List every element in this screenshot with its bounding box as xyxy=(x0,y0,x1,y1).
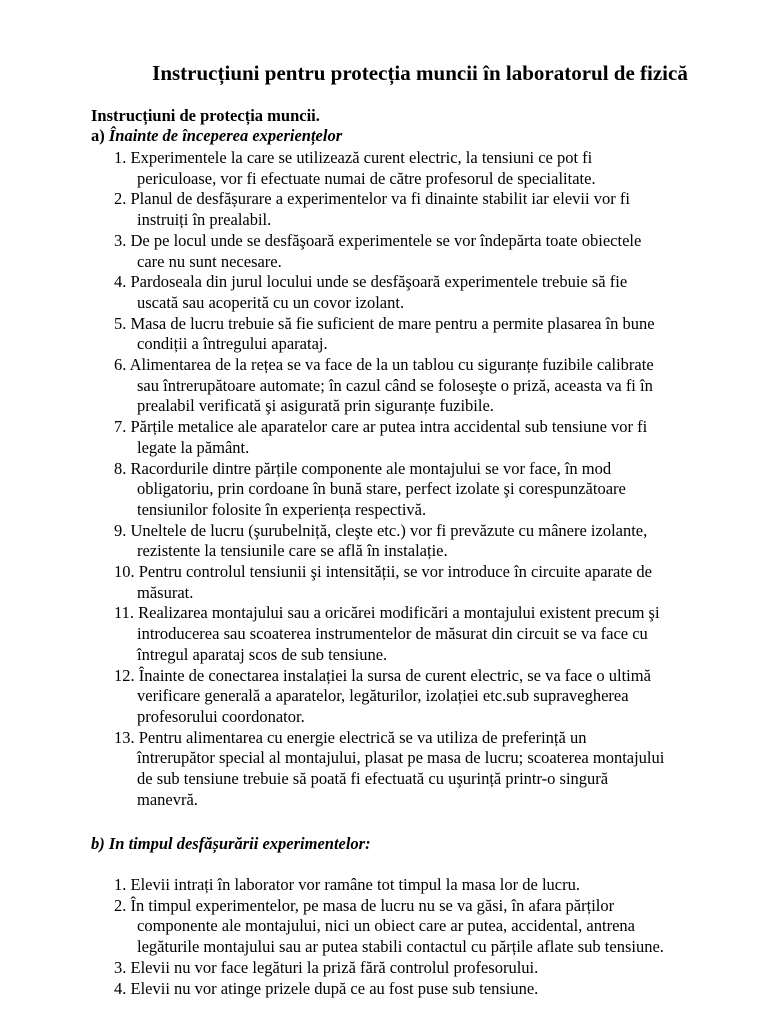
list-item-text-continued: întrerupător special al montajului, plasat pe masa de lucru; scoaterea montajului xyxy=(137,748,665,768)
section-heading: Instrucțiuni de protecția muncii. xyxy=(91,106,320,125)
list-item xyxy=(0,603,768,665)
list-item-text-continued: componente ale montajului, nici un obiect care ar putea, accidental, antrena xyxy=(137,916,635,936)
list-item xyxy=(0,875,768,896)
list-item-text: 4. Pardoseala din jurul locului unde se desfăşoară experimentele trebuie să fie xyxy=(114,272,628,292)
list-item xyxy=(0,189,768,230)
list-item-text-continued: prealabil verificată şi asigurată prin siguranțe fuzibile. xyxy=(137,396,494,416)
list-item-text-continued: condiții a întregului aparataj. xyxy=(137,334,328,354)
list-item-text: 10. Pentru controlul tensiunii şi intensității, se vor introduce în circuite aparate de xyxy=(114,562,652,582)
page-title xyxy=(0,60,768,86)
list-item-text: 6. Alimentarea de la rețea se va face de la un tablou cu siguranțe fuzibile calibrate xyxy=(114,355,654,375)
list-item-text-continued: obligatoriu, prin cordoane în bună stare, perfect izolate şi corespunzătoare xyxy=(137,479,626,499)
list-item xyxy=(0,417,768,458)
list-item-text-continued: profesorului coordonator. xyxy=(137,706,305,726)
list-item-text: 3. Elevii nu vor face legături la priză fără controlul profesorului. xyxy=(114,957,539,977)
list-item-text-continued: legăturile montajului sau ar putea stabili contactul cu părțile aflate sub tensiune. xyxy=(137,937,664,957)
list-item xyxy=(0,355,768,417)
list-item-text-continued: sau întrerupătoare automate; în cazul când se foloseşte o priză, aceasta va fi în xyxy=(137,375,653,395)
list-item xyxy=(0,666,768,728)
list-item-text: 11. Realizarea montajului sau a oricărei modificări a montajului existent precum şi xyxy=(114,603,660,623)
list-item xyxy=(0,728,768,811)
list-item-text-continued: periculoase, vor fi efectuate numai de către profesorul de specialitate. xyxy=(137,168,596,188)
list-item-text-continued: introducerea sau scoaterea instrumentelor de măsurat din circuit se va face cu xyxy=(137,624,648,644)
list-item xyxy=(0,459,768,521)
section-b-heading: b) In timpul desfășurării experimentelor: xyxy=(91,834,371,853)
list-item-text: 5. Masa de lucru trebuie să fie suficient de mare pentru a permite plasarea în bune xyxy=(114,313,655,333)
list-item xyxy=(0,521,768,562)
section-a-prefix: a) xyxy=(91,126,109,145)
list-item-text: 1. Experimentele la care se utilizează curent electric, la tensiuni ce pot fi xyxy=(114,148,593,167)
list-item-text: 2. În timpul experimentelor, pe masa de lucru nu se va găsi, în afara părților xyxy=(114,895,615,915)
section-a-list xyxy=(0,148,768,811)
list-item-text: 2. Planul de desfășurare a experimentelor va fi dinainte stabilit iar elevii vor fi xyxy=(114,189,630,209)
list-item-text: 4. Elevii nu vor atinge prizele după ce au fost puse sub tensiune. xyxy=(114,978,539,998)
list-item-text-continued: care nu sunt necesare. xyxy=(137,251,282,271)
list-item-text-continued: rezistente la tensiunile care se află în instalație. xyxy=(137,541,448,561)
list-item-text-continued: măsurat. xyxy=(137,582,194,602)
list-item-text: 1. Elevii intrați în laborator vor ramâne tot timpul la masa lor de lucru. xyxy=(114,875,580,894)
list-item-text-continued: instruiți în prealabil. xyxy=(137,210,272,230)
list-item-text-continued: verificare generală a aparatelor, legăturilor, izolației etc.sub supravegherea xyxy=(137,686,629,706)
list-item-text: 13. Pentru alimentarea cu energie electrică se va utiliza de preferință un xyxy=(114,727,587,747)
list-item-text-continued: manevră. xyxy=(137,789,198,809)
list-item-text-continued: întregul aparataj scos de sub tensiune. xyxy=(137,644,388,664)
list-item xyxy=(0,562,768,603)
list-item-text: 12. Înainte de conectarea instalației la sursa de curent electric, se va face o ultimă xyxy=(114,665,651,685)
list-item-text-continued: tensiunilor folosite în experiența respectivă. xyxy=(137,499,427,519)
page-title-text: Instrucțiuni pentru protecția muncii în laboratorul de fizică xyxy=(152,61,688,85)
list-item xyxy=(0,979,768,1000)
list-item-text-continued: legate la pământ. xyxy=(137,437,250,457)
section-b-list xyxy=(0,875,768,999)
list-item-text: 7. Părțile metalice ale aparatelor care ar putea intra accidental sub tensiune vor fi xyxy=(114,417,648,437)
list-item-text: 9. Uneltele de lucru (şurubelniță, cleşte etc.) vor fi prevăzute cu mânere izolante, xyxy=(114,520,648,540)
list-item-text-continued: uscată sau acoperită cu un covor izolant. xyxy=(137,292,405,312)
list-item-text: 3. De pe locul unde se desfăşoară experimentele se vor îndepărta toate obiectele xyxy=(114,230,642,250)
section-a-label: Înainte de începerea experiențelor xyxy=(108,126,343,145)
list-item xyxy=(0,272,768,313)
list-item-text-continued: de sub tensiune trebuie să poată fi efectuată cu uşurință printr-o singură xyxy=(137,769,609,789)
list-item-text: 8. Racordurile dintre părțile componente ale montajului se vor face, în mod xyxy=(114,458,612,478)
list-item xyxy=(0,231,768,272)
list-item xyxy=(0,314,768,355)
list-item xyxy=(0,148,768,189)
list-item xyxy=(0,958,768,979)
list-item xyxy=(0,896,768,958)
section-a-heading xyxy=(91,126,342,146)
